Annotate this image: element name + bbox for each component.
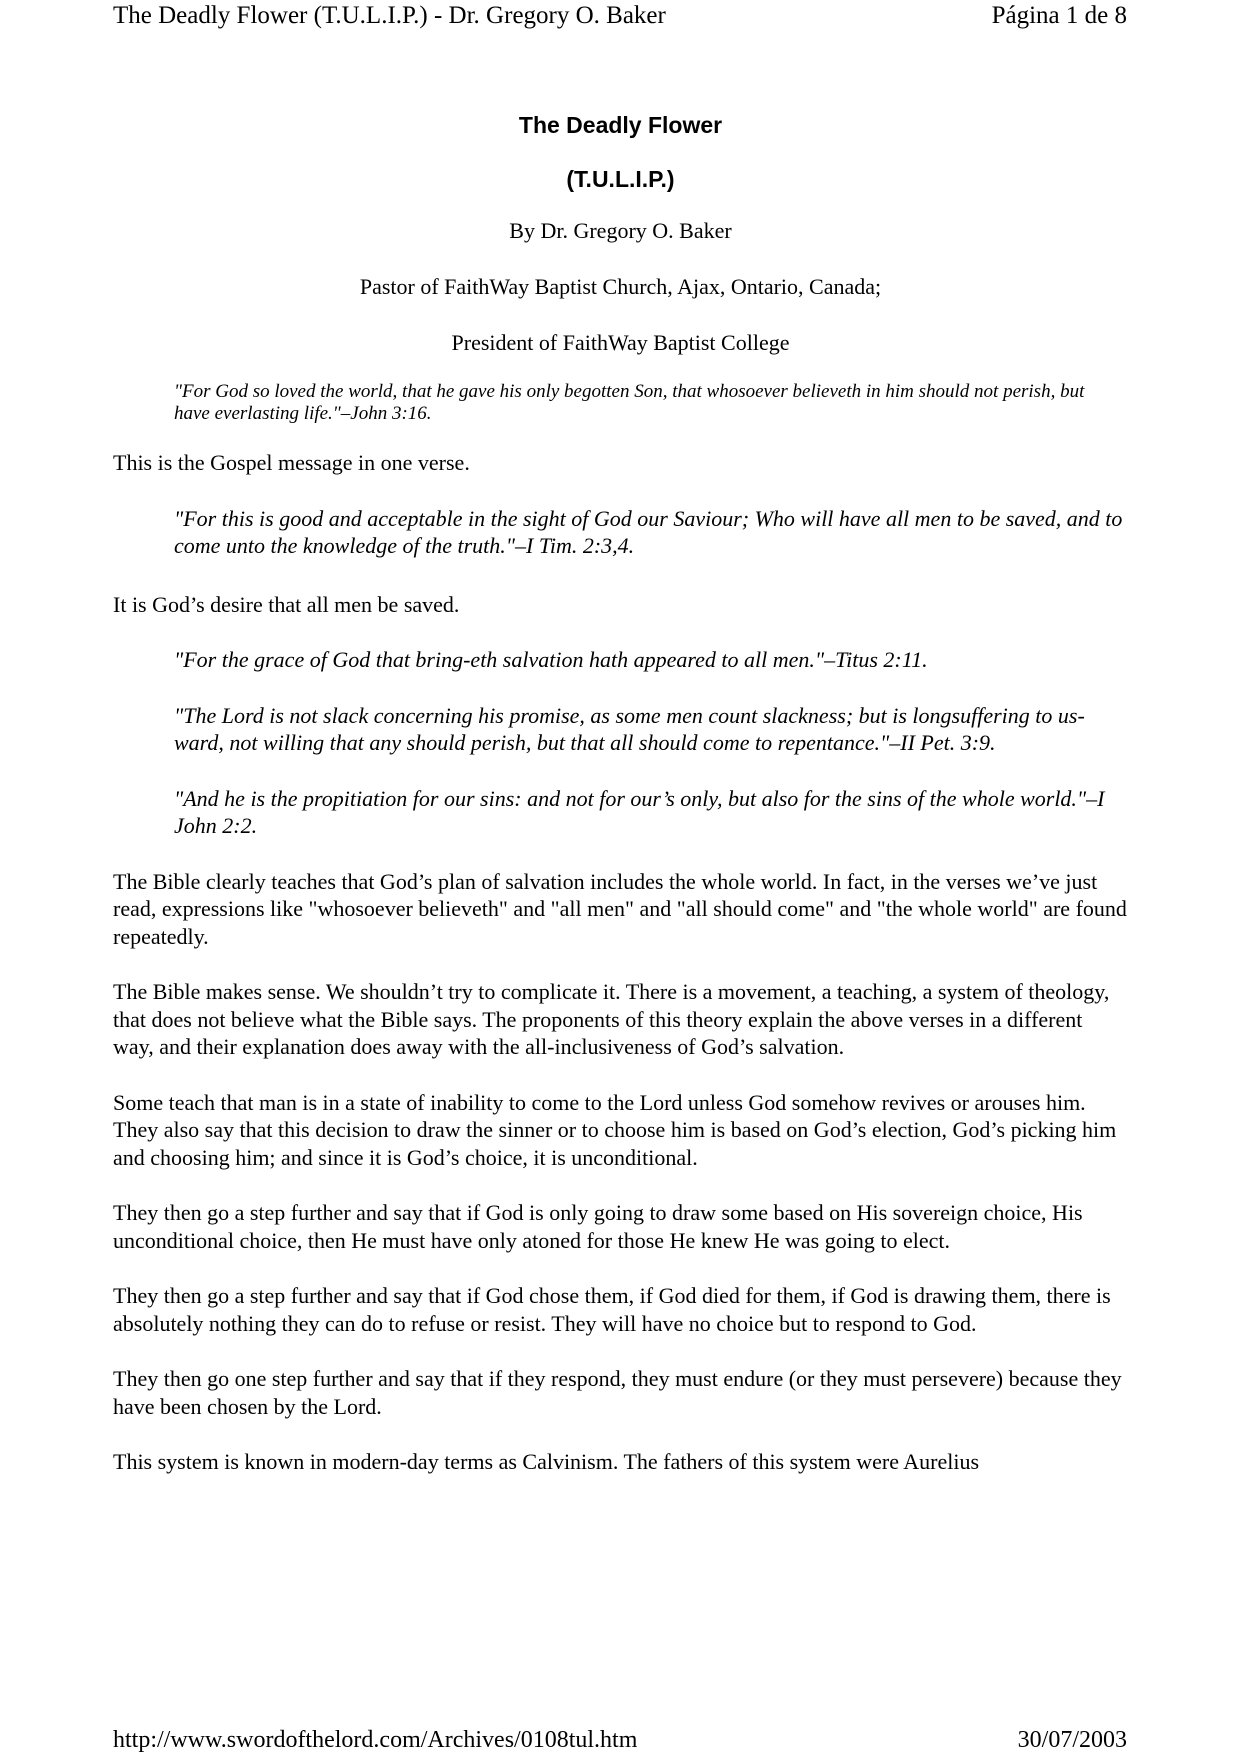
paragraph-8: They then go one step further and say that if they respond, they must endure (or they must persevere) because they have been chosen by the Lord.	[113, 1366, 1122, 1419]
scripture-quote-2: "For the grace of God that bring-eth salvation hath appeared to all men."–Titus 2:11.	[174, 647, 928, 672]
page-header	[113, 2, 1127, 32]
scripture-quote-4: "And he is the propitiation for our sins: and not for our’s only, but also for the sins of the whole world."–I John 2:2.	[174, 785, 1105, 838]
paragraph-1: This is the Gospel message in one verse.	[113, 450, 470, 475]
author-role-pastor: Pastor of FaithWay Baptist Church, Ajax, Ontario, Canada;	[359, 274, 882, 299]
footer-date: 30/07/2003	[1017, 1727, 1127, 1753]
document-title: The Deadly Flower	[518, 112, 723, 138]
scripture-quote-1: "For this is good and acceptable in the sight of God our Saviour; Who will have all men to be saved, and to come unto the knowledge of the truth."–I Tim. 2:3,4.	[174, 505, 1123, 558]
scripture-quote-3: "The Lord is not slack concerning his promise, as some men count slackness; but is longsuffering to us-ward, not willing that any should perish, but that all should come to repentance."–II Pet. 3:9.	[174, 702, 1085, 755]
author-role-president: President of FaithWay Baptist College	[451, 330, 790, 355]
header-document-title: The Deadly Flower (T.U.L.I.P.) - Dr. Gregory O. Baker	[113, 2, 666, 29]
paragraph-7: They then go a step further and say that if God chose them, if God died for them, if God is drawing them, there is absolutely nothing they can do to refuse or resist. They will have no choice but to respond to God.	[113, 1283, 1111, 1336]
footer-source-url: http://www.swordofthelord.com/Archives/0108tul.htm	[113, 1727, 638, 1753]
author-line: By Dr. Gregory O. Baker	[509, 218, 732, 243]
page-footer	[113, 1726, 1127, 1756]
paragraph-4: The Bible makes sense. We shouldn’t try to complicate it. There is a movement, a teaching, a system of theology, that does not believe what the Bible says. The proponents of this theory explain the above verses in a different way, and their explanation does away with the all-inclusiveness of God’s salvation.	[113, 979, 1110, 1059]
paragraph-9: This system is known in modern-day terms as Calvinism. The fathers of this system were Aurelius	[113, 1449, 980, 1474]
paragraph-2: It is God’s desire that all men be saved.	[113, 591, 460, 617]
paragraph-6: They then go a step further and say that if God is only going to draw some based on His sovereign choice, His unconditional choice, then He must have only atoned for those He knew He was going to elect.	[113, 1200, 1083, 1253]
paragraph-3: The Bible clearly teaches that God’s plan of salvation includes the whole world. In fact, in the verses we’ve just read, expressions like "whosoever believeth" and "all men" and "all should come" and "the whole world" are found repeatedly.	[113, 868, 1127, 949]
header-page-number: Página 1 de 8	[991, 2, 1127, 29]
document-subtitle: (T.U.L.I.P.)	[566, 166, 675, 192]
epigraph-quote: "For God so loved the world, that he gave his only begotten Son, that whosoever believeth in him should not perish, but have everlasting life."–John 3:16.	[174, 381, 1085, 424]
document-body	[113, 110, 1128, 1504]
paragraph-5: Some teach that man is in a state of inability to come to the Lord unless God somehow revives or arouses him. They also say that this decision to draw the sinner or to choose him is based on God’s election, God’s picking him and choosing him; and since it is God’s choice, it is unconditional.	[113, 1089, 1117, 1170]
